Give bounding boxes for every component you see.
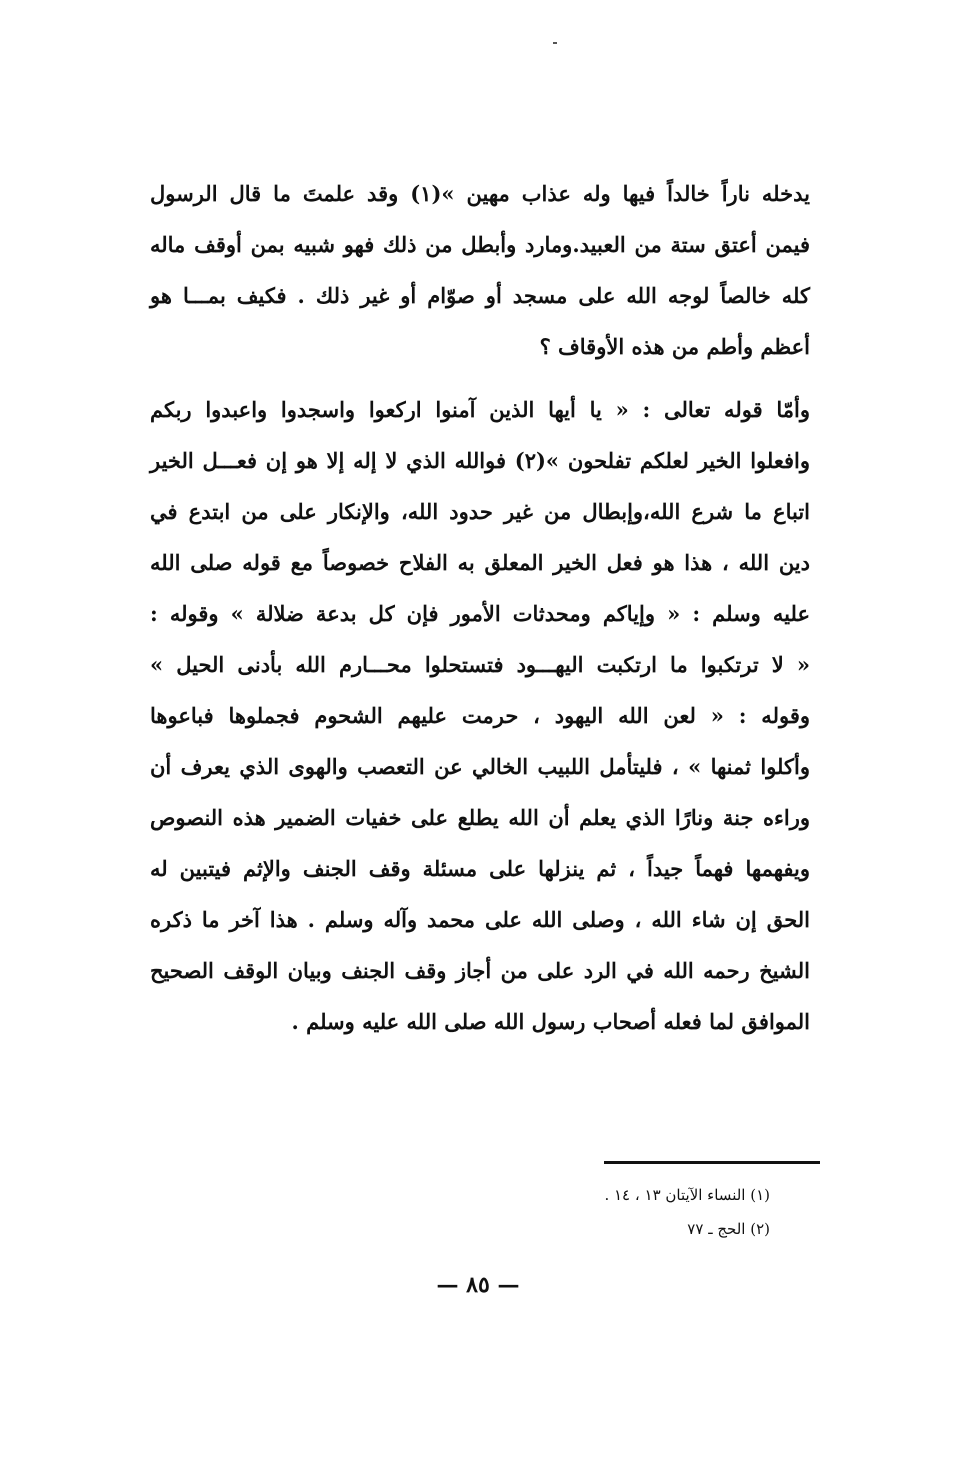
text-line: الشيخ رحمه الله في الرد على من أجاز وقف الجنف وبيان الوقف الصحيح: [150, 958, 810, 983]
text-line: اتباع ما شرع الله،وإبطال من غير حدود الله، والإنكار على من ابتدع في: [150, 499, 810, 524]
text-line: عليه وسلم : « وإياكم ومحدثات الأمور فإن كل بدعة ضلالة » وقوله :: [150, 601, 810, 626]
text-line: وراءه جنة ونارًا الذي يعلم أن الله يطلع على خفيات الضمير هذه النصوص: [150, 805, 810, 830]
text-line: وافعلوا الخير لعلكم تفلحون »(٢) فوالله الذي لا إله إلا هو إن فعـــل الخير: [150, 448, 810, 473]
text-line: كله خالصاً لوجه الله على مسجد أو صوّام أو غير ذلك . فكيف بمـــا هو: [150, 283, 810, 308]
footnote-2: (٢) الحج ـ ٧٧: [687, 1220, 770, 1238]
text-line: يدخله ناراً خالداً فيها وله عذاب مهين »(١) وقد علمتَ ما قال الرسول: [150, 181, 810, 206]
text-line: دين الله ، هذا هو فعل الخير المعلق به الفلاح خصوصاً مع قوله صلى الله: [150, 550, 810, 575]
footnote-divider: [604, 1161, 820, 1164]
text-line: الموافق لما فعله أصحاب رسول الله صلى الله عليه وسلم .: [291, 1009, 810, 1034]
text-line: وقوله : « لعن الله اليهود ، حرمت عليهم الشحوم فجملوها فباعوها: [150, 703, 810, 728]
text-line: الحق إن شاء الله ، وصلى الله على محمد وآله وسلم . هذا آخر ما ذكره: [150, 907, 810, 932]
text-line: أعظم وأطم من هذه الأوقاف ؟: [539, 334, 810, 359]
text-line: « لا ترتكبوا ما ارتكبت اليهـــود فتستحلوا محـــارم الله بأدنى الحيل »: [150, 652, 810, 677]
text-line: وأمّا قوله تعالى : « يا أيها الذين آمنوا اركعوا واسجدوا واعبدوا ربكم: [150, 397, 810, 422]
footnote-1: (١) النساء الآيتان ١٣ ، ١٤ .: [604, 1186, 770, 1204]
text-line: فيمن أعتق ستة من العبيد.ومارد وأبطل من ذلك فهو شبيه بمن أوقف ماله: [150, 232, 810, 257]
text-line: ويفهمها فهماً جيداً ، ثم ينزلها على مسئلة وقف الجنف والإثم فيتبين له: [150, 856, 810, 881]
text-line: وأكلوا ثمنها » ، فليتأمل اللبيب الخالي عن التعصب والهوى الذي يعرف أن: [150, 754, 810, 779]
paragraph-2: [150, 384, 810, 1047]
footnotes: [604, 1178, 770, 1246]
paragraph-1: [150, 168, 810, 372]
page-number: — ٨٥ —: [436, 1272, 520, 1298]
scan-speck: [553, 42, 557, 44]
